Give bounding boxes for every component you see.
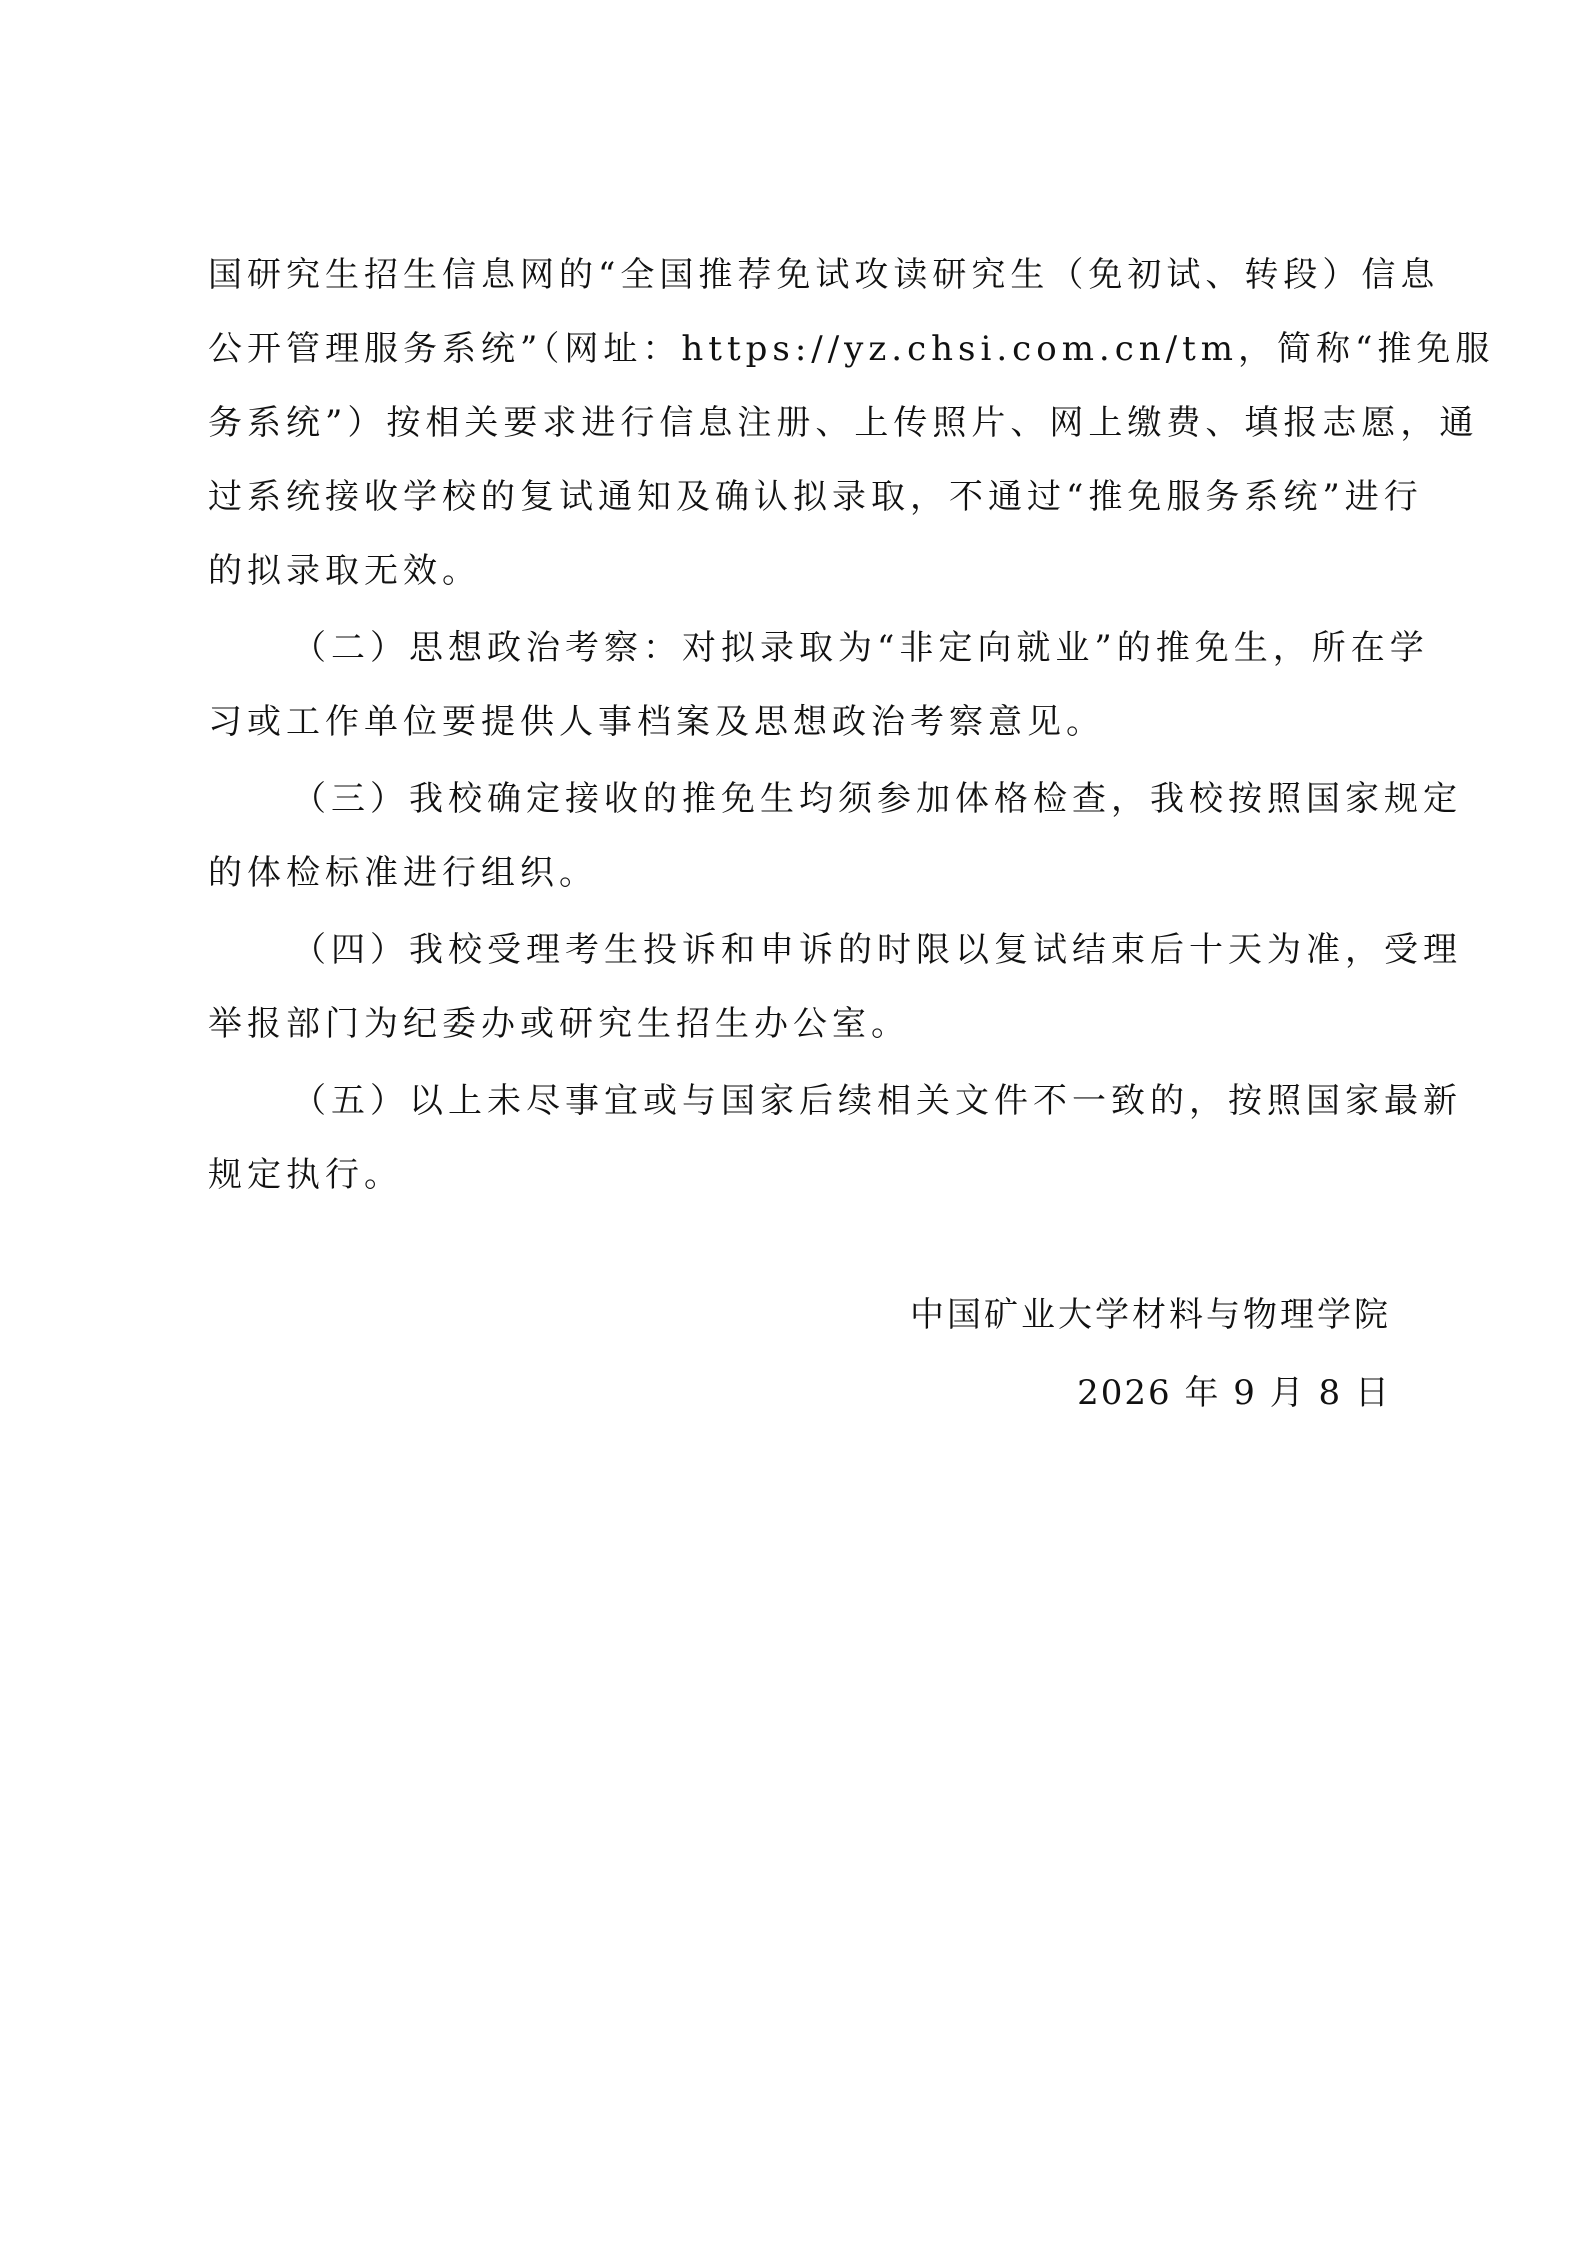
text-line: （三）我校确定接收的推免生均须参加体格检查，我校按照国家规定 [292, 779, 1462, 819]
text-line: 公开管理服务系统”（网址：https://yz.chsi.com.cn/tm，简称“推免服 [208, 329, 1495, 369]
text-line: 举报部门为纪委办或研究生招生办公室。 [208, 1004, 910, 1044]
section-3-paragraph [208, 762, 1462, 910]
text-line: （五）以上未尽事宜或与国家后续相关文件不一致的，按照国家最新 [292, 1081, 1462, 1121]
text-line: 国研究生招生信息网的“全国推荐免试攻读研究生（免初试、转段）信息 [208, 255, 1440, 295]
signature-organization: 中国矿业大学材料与物理学院 [910, 1295, 1391, 1335]
text-line: 过系统接收学校的复试通知及确认拟录取，不通过“推免服务系统”进行 [208, 477, 1423, 517]
signature-block [208, 1278, 1391, 1430]
section-2-paragraph [208, 611, 1429, 759]
text-line: （四）我校受理考生投诉和申诉的时限以复试结束后十天为准，受理 [292, 930, 1462, 970]
text-line: 的体检标准进行组织。 [208, 853, 598, 893]
section-4-paragraph [208, 913, 1462, 1061]
text-line: 务系统”）按相关要求进行信息注册、上传照片、网上缴费、填报志愿，通 [208, 403, 1479, 443]
paragraph-continuation [208, 238, 1495, 608]
section-5-paragraph [208, 1064, 1462, 1212]
text-line: 的拟录取无效。 [208, 551, 481, 591]
text-line: 习或工作单位要提供人事档案及思想政治考察意见。 [208, 702, 1105, 742]
text-line: 规定执行。 [208, 1155, 403, 1195]
signature-date: 2026 年 9 月 8 日 [1077, 1373, 1391, 1413]
document-body [208, 238, 1495, 1215]
text-line: （二）思想政治考察：对拟录取为“非定向就业”的推免生，所在学 [292, 628, 1429, 668]
